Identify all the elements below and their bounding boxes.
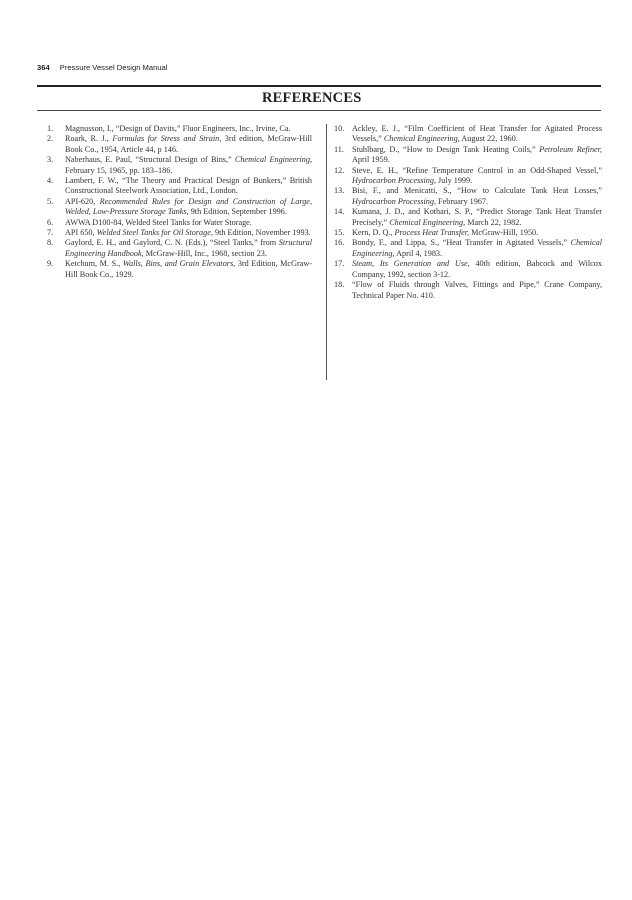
reference-text-tail: July 1999. (436, 176, 473, 186)
reference-text-tail: 9th Edition, September 1996. (188, 207, 287, 217)
reference-item (334, 228, 602, 238)
reference-number: 12. (334, 165, 345, 175)
reference-item (334, 124, 602, 145)
column-divider (326, 124, 327, 380)
references-column-left (47, 124, 312, 280)
reference-number: 10. (334, 124, 345, 133)
reference-text-tail: 40th edition, Babcock and Wilcox Company, 1992, section 3-12. (352, 259, 602, 279)
reference-text-tail: McGraw-Hill, 1950. (469, 228, 539, 238)
reference-title: Process Heat Transfer, (394, 228, 470, 238)
reference-text: Kern, D. Q., (352, 228, 395, 238)
reference-text: Steve, E. H., “Refine Temperature Control in an Odd-Shaped Vessel,” (352, 165, 602, 175)
reference-text-tail: August 22, 1960. (459, 134, 518, 144)
reference-item (47, 124, 312, 134)
reference-text-tail: February 1967. (436, 196, 489, 206)
reference-item (334, 166, 602, 187)
reference-text: Ketchum, M. S., (65, 259, 123, 269)
reference-text: Bisi, F., and Menicatti, S., “How to Calculate Tank Heat Losses,” (352, 186, 602, 196)
section-title: REFERENCES (262, 90, 362, 106)
reference-number: 7. (47, 228, 54, 238)
reference-item (47, 155, 312, 176)
reference-number: 15. (334, 228, 345, 238)
reference-text: Bondy, F., and Lippa, S., “Heat Transfer in Agitated Vessels,” (352, 238, 571, 248)
reference-text: AWWA D100-84, Welded Steel Tanks for Water Storage. (65, 217, 252, 227)
page-number: 364 (37, 63, 50, 72)
running-header (37, 63, 167, 72)
reference-number: 11. (334, 144, 344, 154)
reference-text: Ackley, E. J., “Film Coefficient of Heat Transfer for Agitated Process Vessels,” (352, 124, 602, 144)
reference-item (334, 186, 602, 207)
reference-text-tail: February 15, 1965, pp. 183–186. (65, 165, 173, 175)
reference-number: 13. (334, 186, 345, 196)
reference-title: Petroleum Refiner, (539, 144, 602, 154)
reference-item (47, 228, 312, 238)
reference-text-tail: March 22, 1982. (465, 217, 522, 227)
reference-text: Stuhlbarg, D., “How to Design Tank Heating Coils,” (352, 144, 540, 154)
reference-title: Steam, Its Generation and Use, (352, 259, 470, 269)
reference-item (334, 259, 602, 280)
book-title: Pressure Vessel Design Manual (59, 63, 168, 72)
reference-item (334, 207, 602, 228)
reference-number: 17. (334, 259, 345, 269)
reference-title: Chemical Engineering, (389, 217, 466, 227)
reference-item (47, 176, 312, 197)
references-column-right (334, 124, 602, 301)
reference-text-tail: April 4, 1983. (394, 248, 443, 258)
reference-text: “Flow of Fluids through Valves, Fittings and Pipe,” Crane Company, Technical Paper No. 410. (352, 280, 602, 300)
reference-number: 6. (47, 217, 54, 227)
reference-number: 18. (334, 280, 345, 290)
reference-item (47, 218, 312, 228)
reference-title: Welded Steel Tanks for Oil Storage, (96, 228, 213, 238)
reference-title: Walls, Bins, and Grain Elevators, (122, 259, 236, 269)
reference-title: Recommended Rules for Design and Construction of Large, Welded, Low-Pressure Storage Tanks, (65, 196, 312, 217)
reference-number: 16. (334, 238, 345, 248)
reference-number: 2. (47, 134, 54, 144)
reference-title: Structural Engineering Handbook, (65, 238, 312, 258)
reference-number: 3. (47, 155, 54, 165)
reference-text: Naberhaus, E. Paul, “Structural Design of Bins,” (65, 155, 235, 165)
reference-title: Formulas for Stress and Strain, (112, 134, 222, 144)
reference-item (334, 280, 602, 301)
reference-number: 5. (47, 196, 54, 206)
reference-title: Chemical Engineering, (234, 155, 312, 165)
reference-item (47, 134, 312, 155)
reference-title: Hydrocarbon Processing, (352, 196, 436, 206)
title-rule (37, 110, 601, 111)
reference-number: 8. (47, 238, 54, 248)
reference-title: Chemical Engineering, (383, 134, 460, 144)
reference-title: Hydrocarbon Processing, (352, 176, 436, 186)
reference-text: Gaylord, E. H., and Gaylord, C. N. (Eds.), “Steel Tanks,” from (65, 238, 279, 248)
reference-number: 4. (47, 176, 54, 186)
header-rule (37, 85, 601, 87)
reference-text: API 650, (65, 228, 97, 238)
reference-item (334, 238, 602, 259)
reference-item (47, 238, 312, 259)
reference-item (47, 259, 312, 280)
reference-title: Chemical Engineering, (352, 238, 602, 258)
reference-text-tail: 3rd edition, McGraw-Hill Book Co., 1954, Article 44, p 146. (65, 134, 313, 154)
reference-text-tail: 3rd Edition, McGraw-Hill Book Co., 1929. (65, 259, 312, 279)
reference-item (47, 197, 312, 218)
reference-text: Kumana, J. D., and Kothari, S. P., “Predict Storage Tank Heat Transfer Precisely,” (352, 207, 602, 227)
reference-text-tail: April 1959. (352, 155, 390, 165)
reference-text: Roark, R. J., (65, 134, 113, 144)
reference-text: API-620, (65, 196, 100, 206)
reference-text: Magnusson, I., “Design of Davits,” Fluor Engineers, Inc., Irvine, Ca. (65, 124, 291, 133)
reference-text-tail: McGraw-Hill, Inc., 1968, section 23. (143, 248, 267, 258)
reference-item (334, 145, 602, 166)
reference-text: Lambert, F. W., “The Theory and Practical Design of Bunkers,” British Constructional Steelwork Association, Ltd., London. (65, 176, 312, 196)
reference-number: 14. (334, 207, 345, 217)
reference-number: 1. (47, 124, 54, 133)
reference-number: 9. (47, 259, 54, 269)
reference-text-tail: 9th Edition, November 1993. (212, 228, 311, 238)
